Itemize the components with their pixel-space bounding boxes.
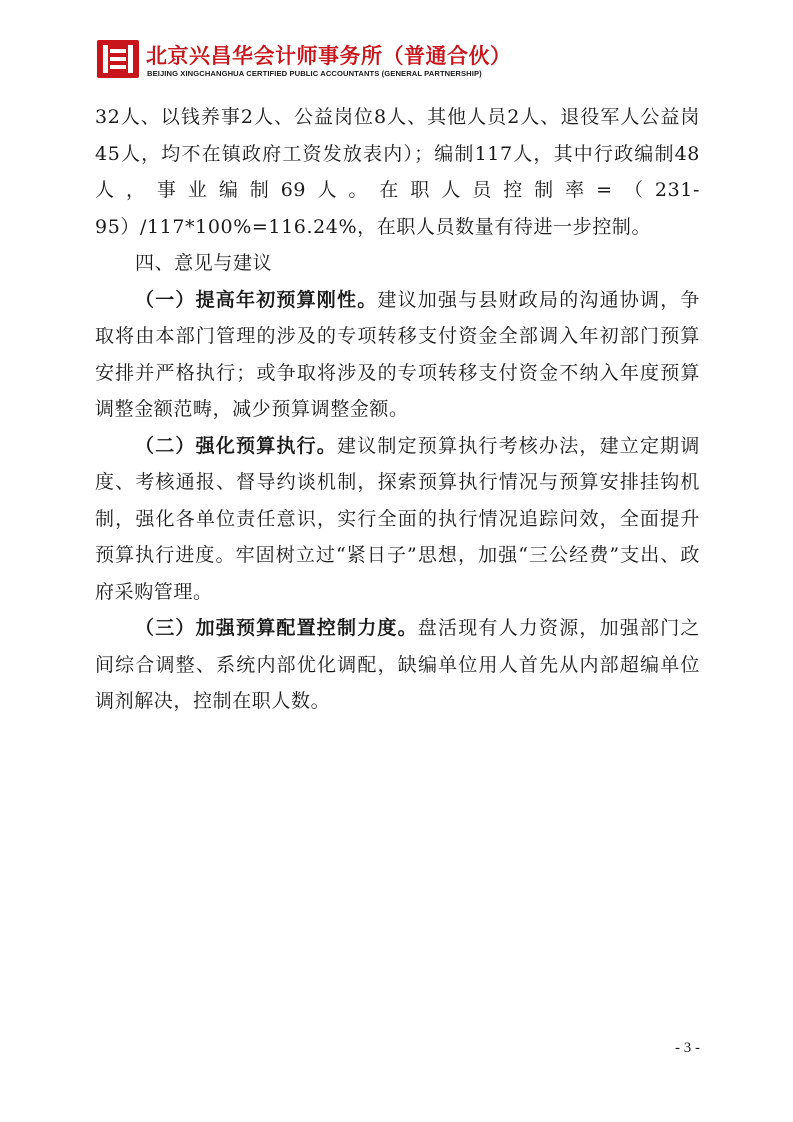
recommendation-1 <box>95 282 700 428</box>
letterhead <box>97 38 697 84</box>
firm-name-en: BEIJING XINGCHANGHUA CERTIFIED PUBLIC ACCOUNTANTS (GENERAL PARTNERSHIP) <box>147 69 482 78</box>
recommendation-1-text: 建议加强与县财政局的沟通协调，争取将由本部门管理的涉及的专项转移支付资金全部调入年初部门预算安排并严格执行；或争取将涉及的专项转移支付资金不纳入年度预算调整金额范畴，减少预算调整金额。 <box>95 288 701 420</box>
recommendation-3 <box>95 610 700 720</box>
recommendation-3-text: 盘活现有人力资源，加强部门之间综合调整、系统内部优化调配，缺编单位用人首先从内部超编单位调剂解决，控制在职人数。 <box>95 617 700 712</box>
firm-name-cn: 北京兴昌华会计师事务所（普通合伙） <box>146 44 512 68</box>
xch-logo-icon <box>97 40 139 78</box>
section-heading: 四、意见与建议 <box>135 252 273 274</box>
recommendation-1-lead: （一）提高年初预算刚性。 <box>135 288 378 311</box>
recommendation-2-text: 建议制定预算执行考核办法，建立定期调度、考核通报、督导约谈机制，探索预算执行情况与预算安排挂钩机制，强化各单位责任意识，实行全面的执行情况追踪问效，全面提升预算执行进度。牢固树立过“紧日子”思想，加强“三公经费”支出、政府采购管理。 <box>95 434 700 603</box>
document-body <box>95 99 700 720</box>
recommendation-2 <box>95 428 700 611</box>
recommendation-2-lead: （二）强化预算执行。 <box>135 434 337 457</box>
recommendation-3-lead: （三）加强预算配置控制力度。 <box>135 617 418 639</box>
page-number: - 3 - <box>675 1040 700 1056</box>
paragraph-continued: 32人、以钱养事2人、公益岗位8人、其他人员2人、退役军人公益岗45人，均不在镇政府工资发放表内）；编制117人，其中行政编制48人，事业编制69人。在职人员控制率=（231-95）/117*100%=116.24%，在职人员数量有待进一步控制。 <box>95 106 700 238</box>
